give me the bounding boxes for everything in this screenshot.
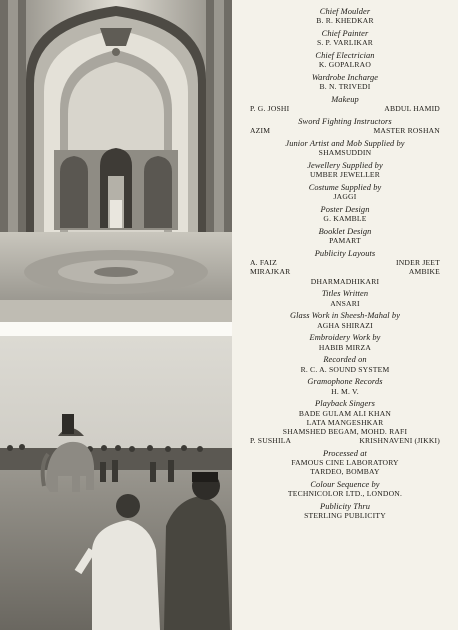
credit-block [250,7,440,25]
credit-name: FAMOUS CINE LABORATORY [291,458,399,468]
credit-block [250,480,440,498]
credit-role: Gramophone Records [307,377,383,387]
credit-block [250,249,440,286]
credit-name: P. G. JOSHI [250,104,290,114]
credit-role: Publicity Thru [319,502,371,512]
credit-block [250,399,440,445]
credit-block [250,95,440,113]
credit-name: MIRAJKAR [250,267,291,277]
credit-role: Jewellery Supplied by [307,161,383,170]
credit-block [250,227,440,245]
credit-name: TARDEO, BOMBAY [310,467,380,477]
credit-name: SHAMSUDDIN [318,148,372,158]
credit-role: Wardrobe Incharge [311,73,379,82]
credit-name: AZIM [250,126,271,136]
credit-role: Processed at [323,449,367,459]
credit-name: H. M. V. [331,386,359,396]
credit-name: KRISHNAVENI (JIKKI) [359,436,440,446]
credit-role: Chief Moulder [319,7,371,16]
credit-name: INDER JEET [396,258,440,268]
credit-name: PAMART [329,236,361,246]
credit-role: Booklet Design [318,227,372,236]
credit-role: Titles Written [321,289,369,299]
credit-name: K. GOPALRAO [318,60,372,70]
credit-name: P. SUSHILA [250,436,292,446]
credit-block [250,377,440,395]
credit-block [250,51,440,69]
credit-name: A. FAIZ [250,258,277,268]
credit-name: LATA MANGESHKAR [306,417,384,427]
credit-name: R. C. A. SOUND SYSTEM [300,364,390,374]
credit-name: JAGGI [333,192,357,202]
credit-block [250,355,440,373]
credit-name: MASTER ROSHAN [373,126,440,136]
credits-list [250,7,440,521]
procession-photo [0,336,232,630]
credit-name: TECHNICOLOR LTD., LONDON. [287,489,403,499]
credit-role: Chief Electrician [315,51,375,60]
credit-name: STERLING PUBLICITY [304,511,386,521]
credit-name: B. R. KHEDKAR [316,16,374,26]
credit-name: AMBIKE [408,267,440,277]
credit-name: BADE GULAM ALI KHAN [298,408,392,418]
credit-role: Publicity Layouts [314,249,376,258]
credit-name: S. P. VARLIKAR [316,38,374,48]
credit-block [250,311,440,329]
credit-block [250,449,440,477]
credit-block [250,73,440,91]
credit-names-row [250,267,440,276]
credit-role: Sword Fighting Instructors [298,117,392,126]
credit-block [250,117,440,135]
credit-name: B. N. TRIVEDI [319,82,371,92]
credit-block [250,161,440,179]
credit-names-row [250,104,440,113]
credit-block [250,205,440,223]
credit-role: Playback Singers [315,399,375,409]
credit-block [250,139,440,157]
palace-hall-photo [0,0,232,322]
credit-block [250,29,440,47]
credit-name: UMBER JEWELLER [309,170,381,180]
credit-role: Costume Supplied by [308,183,382,192]
credit-role: Recorded on [323,355,367,365]
credit-role: Chief Painter [321,29,369,38]
credit-names-row [250,126,440,135]
credit-role: Makeup [331,95,359,104]
credit-names-row [250,436,440,445]
palace-hall-illustration [0,0,232,322]
credit-role: Junior Artist and Mob Supplied by [285,139,405,148]
credit-block [250,289,440,307]
credit-name: ABDUL HAMID [384,104,440,114]
credit-block [250,183,440,201]
credit-name: G. KAMBLE [323,214,367,224]
procession-illustration [0,336,232,630]
credit-role: Poster Design [320,205,370,214]
credit-role: Glass Work in Sheesh-Mahal by [289,311,401,321]
credit-name: HABIB MIRZA [318,342,372,352]
credit-block [250,333,440,351]
credit-name: SHAMSHED BEGAM, MOHD. RAFI [282,427,408,437]
credit-name: ANSARI [330,298,360,308]
credit-names-row [250,258,440,267]
credit-role: Colour Sequence by [310,480,380,490]
credit-role: Embroidery Work by [309,333,381,343]
credit-block [250,502,440,520]
credit-name: DHARMADHIKARI [310,276,380,286]
credit-name: AGHA SHIRAZI [317,320,373,330]
